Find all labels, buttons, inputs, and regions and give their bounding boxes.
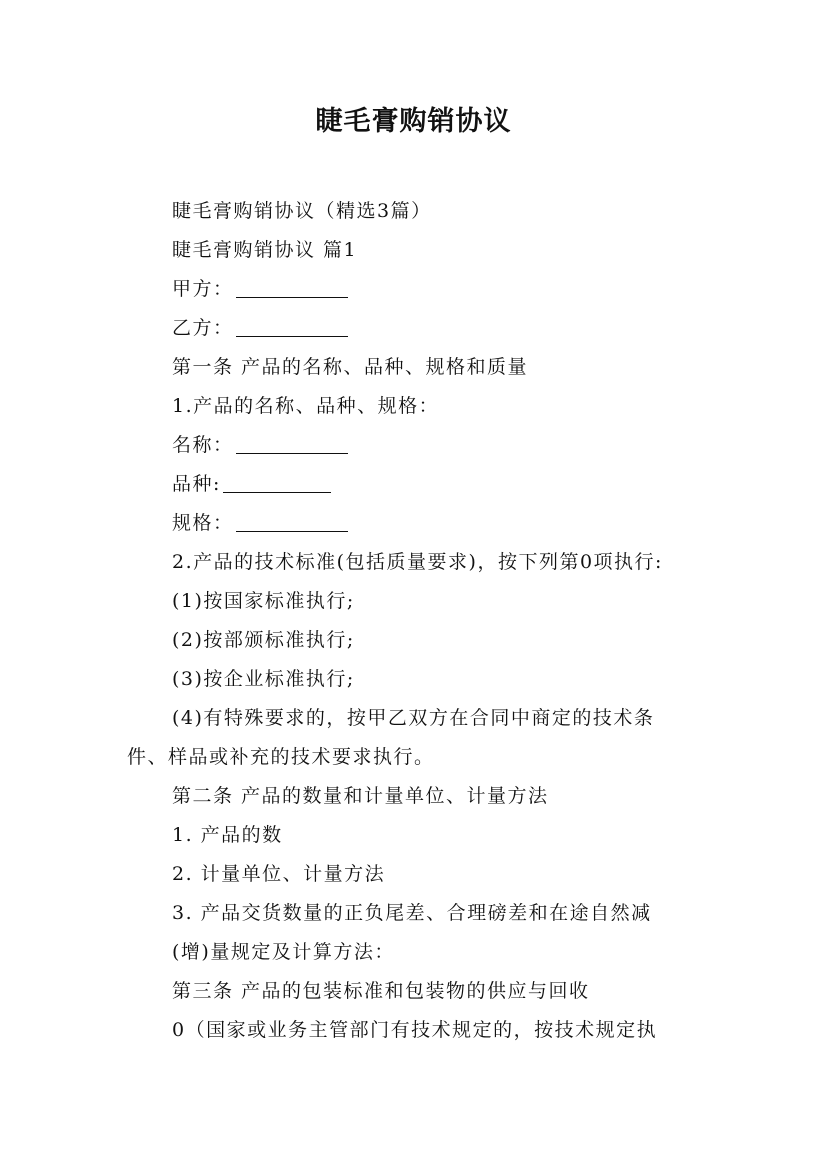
article-1-heading: 第一条 产品的名称、品种、规格和质量 bbox=[172, 356, 529, 378]
standard-option-1: (1)按国家标准执行; bbox=[172, 590, 355, 612]
party-b-blank bbox=[236, 317, 348, 337]
party-b-label: 乙方： bbox=[172, 317, 234, 339]
document-body bbox=[127, 192, 705, 1050]
article-1-item-1: 1.产品的名称、品种、规格： bbox=[172, 395, 440, 417]
product-spec-blank bbox=[236, 512, 348, 532]
section-heading-line: 睫毛膏购销协议 篇1 bbox=[172, 239, 358, 261]
article-2-heading: 第二条 产品的数量和计量单位、计量方法 bbox=[172, 785, 549, 807]
standard-option-2: (2)按部颁标准执行; bbox=[172, 629, 355, 651]
article-2-item-1: 1. 产品的数 bbox=[172, 824, 283, 846]
product-name-blank bbox=[236, 434, 348, 454]
product-name-line bbox=[127, 426, 705, 465]
article-2-item-2: 2. 计量单位、计量方法 bbox=[172, 863, 386, 885]
subtitle-line: 睫毛膏购销协议（精选3篇） bbox=[172, 200, 432, 222]
standard-option-4: (4)有特殊要求的，按甲乙双方在合同中商定的技术条 bbox=[172, 707, 655, 729]
product-spec-label: 规格： bbox=[172, 512, 234, 534]
product-spec-line bbox=[127, 504, 705, 543]
party-b-line bbox=[127, 309, 705, 348]
article-3-heading: 第三条 产品的包装标准和包装物的供应与回收 bbox=[172, 980, 590, 1002]
standard-option-3: (3)按企业标准执行; bbox=[172, 668, 355, 690]
standard-option-4-continued: 件、样品或补充的技术要求执行。 bbox=[127, 746, 435, 768]
party-a-blank bbox=[236, 278, 348, 298]
party-a-label: 甲方： bbox=[172, 278, 234, 300]
article-2-item-3: 3. 产品交货数量的正负尾差、合理磅差和在途自然减 bbox=[172, 902, 652, 924]
article-1-item-2: 2.产品的技术标准(包括质量要求)，按下列第0项执行: bbox=[172, 551, 663, 573]
product-variety-label: 品种: bbox=[172, 473, 221, 495]
article-3-item-0: 0（国家或业务主管部门有技术规定的，按技术规定执 bbox=[172, 1019, 658, 1041]
product-name-label: 名称： bbox=[172, 434, 234, 456]
product-variety-line bbox=[127, 465, 705, 504]
article-2-item-3-continued: (增)量规定及计算方法： bbox=[172, 941, 395, 963]
product-variety-blank bbox=[223, 473, 331, 493]
party-a-line bbox=[127, 270, 705, 309]
document-title: 睫毛膏购销协议 bbox=[315, 106, 512, 137]
